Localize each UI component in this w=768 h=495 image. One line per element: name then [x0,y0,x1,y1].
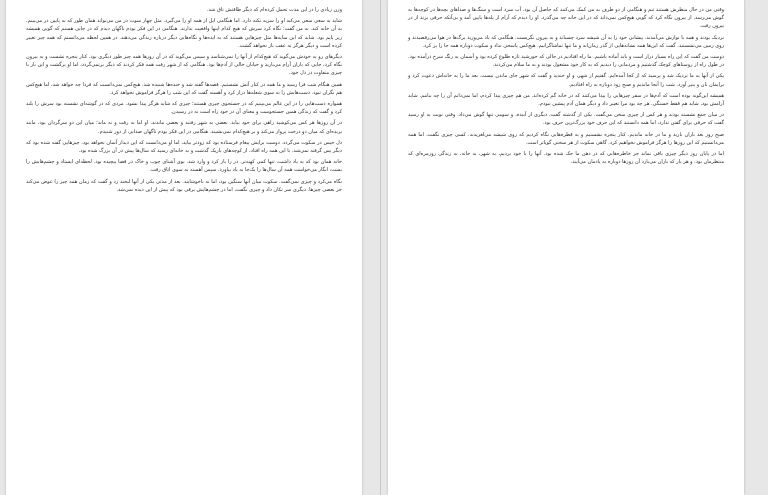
paragraph: در میان جمع نشسته بودند و هر کس از چیزی سخن می‌گفت. یکی از گذشته گفت، دیگری از آینده، و سومی تنها گوش می‌داد. وقتی نوبت به او رسید گفت که حرفی برای گفتن ندارد، اما همه دانستند که این حرف خود بزرگ‌ترین حرف بود. [408,112,724,127]
paragraph: وزن زیادی را در این مدت تحمل کرده‌ام که دیگر طاقتش تاق شد. [206,7,342,13]
paragraph: همواره دست‌هایی را در این عالم می‌بینیم که در جستجوی چیزی هستند؛ چیزی که شاید هرگز پیدا نشود. مردی که در گوشه‌ای نشسته بود سرش را بلند کرد و گفت که زندگی همین جستجوست و معنای آن در خود راه است نه در رسیدن. [26,101,342,116]
paragraph: شاید به سعی سعی می‌کند او را سربه نکته دارد. اما هنگامی ایل از همه او را می‌گیرد. مثل چهار سوت در من می‌تواند همان طور که به پایین در می‌بینم، به آن خانه کند. به من گفت؛ نگاه کرد سرش که هیچ کدام اینها واقعیت ندارند. هنگامی در این فکر بودم ناگهان دیدم که در جایی هستم که گویی همیشه زیر پایم بود. شاید که این سایه‌ها مثل چیزهایی هستند که به ایده‌ها و نگاه‌هایی دیگر درباره زندگی می‌دهند. در همین لحظه می‌دانستم که همه چیز تغییر کرده است و دیگر هرگز به عقب باز نخواهد گشت. [26,18,342,49]
paragraph: دوست من گفت که این راه بسیار دراز است و باید آماده باشیم. ما راه افتادیم در حالی که خورشید تازه طلوع کرده بود و آسمان به رنگ سرخ درآمده بود. در طول راه از روستاهای کوچک گذشتیم و مردمانی را دیدیم که به کار خود مشغول بودند و به ما سلام می‌کردند. [408,54,724,69]
paragraph: دیگرهای رو به خودش می‌گوید که هیچ‌کدام از آنها را نمی‌شناسد و سپس می‌گوید که در آن روزها همه چیز طور دیگری بود. کنار پنجره نشست و به بیرون نگاه کرد، جایی که باران آرام می‌بارید و خیابان خالی از آدم‌ها بود. هنگامی که از شهر رفت همه فکر کردند که دیگر برنمی‌گردد، اما او برگشت و این بار با چیزی متفاوت در دل خود. [26,54,342,77]
paragraph: همیشه این‌گونه بوده است که آدم‌ها در سفر چیزهایی را پیدا می‌کنند که در خانه گم کرده‌اند. من هم چیزی پیدا کردم، اما نمی‌دانم آن را چه بنامم. شاید آرامش بود، شاید هم فقط خستگی. هر چه بود مرا تغییر داد و دیگر همان آدم پیشین نبودم. [408,92,724,108]
paragraph: دل خیس در سکوت می‌گردد. دوست برایش پیغام فرستاده بود که زودتر بیاید، اما او می‌دانست که این دیدار آسان نخواهد بود. چیزهایی گفته شده بود که دیگر پس گرفته نمی‌شد. با این همه راه افتاد، از کوچه‌های باریک گذشت و به خانه‌ای رسید که سال‌ها پیش در آن بزرگ شده بود. [26,139,342,155]
document-page-right [388,0,744,495]
paragraph: صبح روز بعد باران بارید و ما در خانه ماندیم. کنار پنجره نشستیم و به قطره‌هایی نگاه کردیم که روی شیشه می‌لغزیدند. کسی چیزی نگفت، اما همه می‌دانستیم که این روزها را هرگز فراموش نخواهیم کرد. گاهی سکوت از هر سخنی گویاتر است. [408,131,724,146]
page-body [26,6,342,491]
paragraph: نگاه می‌کرد و چیزی نمی‌گفت. سکوت میان آنها سنگین بود، اما نه ناخوشایند. بعد از مدتی یکی از آنها لبخند زد و گفت که زمان همه چیز را عوض می‌کند جز بعضی چیزها. دیگری سر تکان داد و چیزی نگفت، اما در چشم‌هایش برقی بود که پیش از این دیده نمی‌شد. [26,178,342,193]
page-divider [380,0,381,495]
paragraph: همین هنگام شب فرا رسید و ما همه در کنار آتش نشستیم. قصه‌ها گفته شد و خنده‌ها شنیده شد. هیچ‌کس نمی‌دانست که فردا چه خواهد شد، اما هیچ‌کس هم نگران نبود. دست‌هایش را به سوی شعله‌ها دراز کرد و آهسته گفت که این شب را هرگز فراموش نخواهد کرد. [26,81,342,96]
document-page-left [6,0,362,495]
paragraph: وقتی من در حال منظرش هستند تنم و هنگامی از دو طرف به من کمک می‌کنند که حاصل آن بود. آب سرد است و سنگ‌ها و صداهای بچه‌ها در کوچه‌ها به گوش می‌رسد. از بیرون نگاه کرد که گویی هیچ‌کس نمی‌داند که در این خانه چه می‌گذرد. او را دیدم که آرام از پله‌ها پایین آمد و بی‌آنکه حرفی بزند از در بیرون رفت. [408,7,724,30]
page-body [408,6,724,491]
paragraph: یکی از آنها به ما نزدیک شد و پرسید که از کجا آمده‌ایم. گفتیم از شهر، و او خندید و گفت که شهر جای ماندن نیست. بعد ما را به خانه‌اش دعوت کرد و برایمان نان و پنیر آورد. شب را آنجا ماندیم و صبح زود دوباره به راه افتادیم. [408,73,724,88]
paragraph: در آن روزها هر کس می‌کوشید راهی برای خود بیابد. بعضی به شهر رفتند و بعضی ماندند. او اما نه رفت و نه ماند؛ میان این دو سرگردان بود، مانند پرنده‌ای که میان دو درخت پرواز می‌کند و بر هیچ‌کدام نمی‌نشیند. هنگامی در این فکر بودم ناگهان صدایی از دور شنیدم. [26,120,342,135]
paragraph: خانه همان بود که به یاد داشت، تنها کمی کهنه‌تر. در را باز کرد و وارد شد. بوی آشنای چوب و خاک در فضا پیچیده بود. لحظه‌ای ایستاد و چشم‌هایش را بست، انگار می‌خواست همه آن سال‌ها را یک‌جا به یاد بیاورد. سپس آهسته به سوی اتاق رفت. [26,159,342,174]
paragraph: اما در پایان روز دیگر چیزی باقی نماند جز خاطره‌هایی که در ذهن ما حک شده بود. آنها را با خود بردیم، به شهر، به خانه، به زندگی روزمره‌ای که منتظرمان بود. و هر بار که باران می‌بارد آن روزها دوباره به یادمان می‌آیند. [408,151,724,166]
paragraph: نزدیک بودند و همه با نوازش می‌آمدند. پیشانی خود را به آن شیشه سرد چسباند و به بیرون نگریست. هنگامی که باد می‌وزید برگ‌ها در هوا می‌رقصیدند و روی زمین می‌نشستند. گفت که این‌ها همه نشانه‌هایی از گذر زمان‌اند و ما تنها تماشاگرانیم. هیچ‌کس پاسخی نداد و سکوت دوباره همه جا را پر کرد. [408,34,724,49]
